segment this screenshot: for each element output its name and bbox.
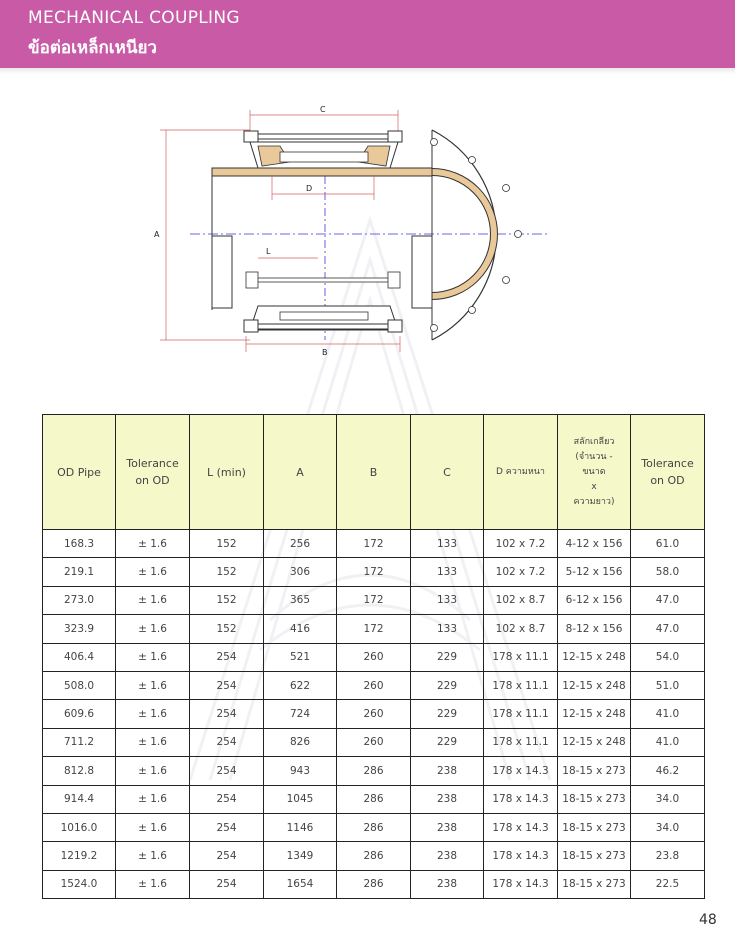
- table-row: [43, 700, 705, 728]
- cell-b: 286: [337, 757, 411, 785]
- cell-l-min: 254: [190, 728, 264, 756]
- cell-tolerance: ± 1.6: [116, 842, 190, 870]
- cell-tolerance: ± 1.6: [116, 700, 190, 728]
- title-english: MECHANICAL COUPLING: [28, 8, 240, 28]
- cell-tolerance: ± 1.6: [116, 615, 190, 643]
- cell-a: 521: [264, 643, 337, 671]
- header-tolerance-line1: Tolerance: [126, 457, 179, 470]
- cell-a: 943: [264, 757, 337, 785]
- cell-tolerance: ± 1.6: [116, 785, 190, 813]
- cell-a: 306: [264, 558, 337, 586]
- cell-c: 238: [411, 813, 484, 841]
- cell-l-min: 254: [190, 785, 264, 813]
- page-header: [0, 0, 735, 68]
- cell-d-thickness: 178 x 14.3: [484, 785, 558, 813]
- cell-b: 172: [337, 615, 411, 643]
- cell-l-min: 254: [190, 813, 264, 841]
- cell-d-thickness: 178 x 14.3: [484, 813, 558, 841]
- cell-c: 238: [411, 842, 484, 870]
- cell-d-thickness: 178 x 11.1: [484, 643, 558, 671]
- cell-c: 229: [411, 643, 484, 671]
- dim-a-label: A: [154, 230, 160, 239]
- cell-od-pipe: 168.3: [43, 530, 116, 558]
- header-tolerance2-line1: Tolerance: [641, 457, 694, 470]
- header-bolt: [558, 415, 631, 530]
- cell-c: 238: [411, 870, 484, 898]
- dim-d-label: D: [306, 184, 313, 193]
- header-tolerance-line2: on OD: [135, 474, 170, 487]
- header-tolerance-od: [116, 415, 190, 530]
- cell-bolt: 18-15 x 273: [558, 842, 631, 870]
- cell-b: 260: [337, 728, 411, 756]
- cell-d-thickness: 102 x 7.2: [484, 530, 558, 558]
- cell-od-pipe: 1219.2: [43, 842, 116, 870]
- cell-l-min: 152: [190, 558, 264, 586]
- cell-tolerance: ± 1.6: [116, 530, 190, 558]
- cell-od-pipe: 1524.0: [43, 870, 116, 898]
- cell-tolerance: ± 1.6: [116, 558, 190, 586]
- header-b: B: [337, 415, 411, 530]
- dim-l-label: L: [266, 247, 271, 256]
- cell-b: 260: [337, 671, 411, 699]
- cell-bolt: 18-15 x 273: [558, 785, 631, 813]
- header-c: C: [411, 415, 484, 530]
- table-row: [43, 615, 705, 643]
- cell-d-thickness: 178 x 14.3: [484, 757, 558, 785]
- cell-b: 260: [337, 643, 411, 671]
- cell-od-pipe: 1016.0: [43, 813, 116, 841]
- cell-bolt: 12-15 x 248: [558, 700, 631, 728]
- header-bolt-line4: x: [591, 481, 597, 492]
- table-row: [43, 785, 705, 813]
- cell-b: 172: [337, 586, 411, 614]
- cell-l-min: 254: [190, 757, 264, 785]
- cell-tolerance: ± 1.6: [116, 728, 190, 756]
- cell-tolerance: ± 1.6: [116, 870, 190, 898]
- cell-b: 286: [337, 842, 411, 870]
- header-shadow: [0, 68, 735, 74]
- cell-d-thickness: 178 x 11.1: [484, 728, 558, 756]
- cell-tolerance-2: 34.0: [631, 813, 705, 841]
- cell-c: 133: [411, 530, 484, 558]
- cell-a: 365: [264, 586, 337, 614]
- cell-tolerance-2: 41.0: [631, 728, 705, 756]
- cell-tolerance-2: 51.0: [631, 671, 705, 699]
- header-bolt-line5: ความยาว): [573, 496, 615, 507]
- header-tolerance-od-2: [631, 415, 705, 530]
- cell-tolerance: ± 1.6: [116, 813, 190, 841]
- coupling-drawing: [150, 100, 560, 370]
- cell-tolerance-2: 22.5: [631, 870, 705, 898]
- cell-od-pipe: 508.0: [43, 671, 116, 699]
- header-bolt-line1: สลักเกลียว: [573, 436, 615, 447]
- table-row: [43, 842, 705, 870]
- cell-tolerance: ± 1.6: [116, 586, 190, 614]
- dim-b-label: B: [322, 348, 328, 357]
- cell-d-thickness: 102 x 8.7: [484, 586, 558, 614]
- cell-d-thickness: 178 x 14.3: [484, 870, 558, 898]
- table-row: [43, 643, 705, 671]
- cell-od-pipe: 812.8: [43, 757, 116, 785]
- cell-bolt: 18-15 x 273: [558, 757, 631, 785]
- cell-l-min: 254: [190, 870, 264, 898]
- cell-b: 286: [337, 813, 411, 841]
- cell-c: 229: [411, 728, 484, 756]
- cell-tolerance-2: 61.0: [631, 530, 705, 558]
- cell-bolt: 8-12 x 156: [558, 615, 631, 643]
- cell-l-min: 254: [190, 842, 264, 870]
- cell-bolt: 4-12 x 156: [558, 530, 631, 558]
- cell-b: 260: [337, 700, 411, 728]
- cell-l-min: 152: [190, 530, 264, 558]
- cell-b: 286: [337, 870, 411, 898]
- cell-b: 172: [337, 530, 411, 558]
- cell-od-pipe: 273.0: [43, 586, 116, 614]
- header-tolerance2-line2: on OD: [650, 474, 685, 487]
- cell-a: 724: [264, 700, 337, 728]
- table-row: [43, 558, 705, 586]
- cell-od-pipe: 711.2: [43, 728, 116, 756]
- header-l-min: L (min): [190, 415, 264, 530]
- cell-l-min: 152: [190, 615, 264, 643]
- cell-od-pipe: 914.4: [43, 785, 116, 813]
- table-row: [43, 586, 705, 614]
- cell-c: 133: [411, 558, 484, 586]
- header-bolt-line3: ขนาด: [582, 466, 606, 477]
- cell-l-min: 254: [190, 700, 264, 728]
- cell-c: 238: [411, 757, 484, 785]
- cell-a: 1146: [264, 813, 337, 841]
- cell-tolerance-2: 47.0: [631, 615, 705, 643]
- cell-a: 1654: [264, 870, 337, 898]
- cell-tolerance-2: 46.2: [631, 757, 705, 785]
- cell-tolerance: ± 1.6: [116, 643, 190, 671]
- dim-c-label: C: [320, 105, 326, 114]
- cell-od-pipe: 219.1: [43, 558, 116, 586]
- cell-a: 826: [264, 728, 337, 756]
- cell-tolerance-2: 41.0: [631, 700, 705, 728]
- cell-tolerance-2: 58.0: [631, 558, 705, 586]
- cell-d-thickness: 178 x 11.1: [484, 671, 558, 699]
- spec-table: [42, 414, 705, 899]
- table-row: [43, 728, 705, 756]
- header-d-thickness: D ความหนา: [484, 415, 558, 530]
- cell-l-min: 254: [190, 671, 264, 699]
- cell-b: 172: [337, 558, 411, 586]
- cell-od-pipe: 323.9: [43, 615, 116, 643]
- cell-c: 133: [411, 615, 484, 643]
- cell-tolerance: ± 1.6: [116, 671, 190, 699]
- cell-bolt: 18-15 x 273: [558, 870, 631, 898]
- table-row: [43, 870, 705, 898]
- cell-tolerance-2: 23.8: [631, 842, 705, 870]
- cell-od-pipe: 406.4: [43, 643, 116, 671]
- cell-c: 229: [411, 700, 484, 728]
- title-thai: ข้อต่อเหล็กเหนียว: [28, 38, 157, 58]
- table-body: [43, 530, 705, 899]
- cell-tolerance-2: 47.0: [631, 586, 705, 614]
- cell-bolt: 5-12 x 156: [558, 558, 631, 586]
- cell-a: 622: [264, 671, 337, 699]
- cell-tolerance-2: 54.0: [631, 643, 705, 671]
- cell-bolt: 12-15 x 248: [558, 643, 631, 671]
- cell-l-min: 152: [190, 586, 264, 614]
- cell-d-thickness: 102 x 8.7: [484, 615, 558, 643]
- cell-c: 238: [411, 785, 484, 813]
- table-row: [43, 813, 705, 841]
- table-row: [43, 530, 705, 558]
- cell-tolerance: ± 1.6: [116, 757, 190, 785]
- cell-a: 256: [264, 530, 337, 558]
- cell-bolt: 6-12 x 156: [558, 586, 631, 614]
- cell-a: 1349: [264, 842, 337, 870]
- table-row: [43, 757, 705, 785]
- cell-tolerance-2: 34.0: [631, 785, 705, 813]
- page-number: 48: [699, 912, 717, 928]
- cell-bolt: 18-15 x 273: [558, 813, 631, 841]
- cell-c: 133: [411, 586, 484, 614]
- cell-l-min: 254: [190, 643, 264, 671]
- cell-a: 416: [264, 615, 337, 643]
- header-a: A: [264, 415, 337, 530]
- cell-bolt: 12-15 x 248: [558, 728, 631, 756]
- cell-od-pipe: 609.6: [43, 700, 116, 728]
- header-od-pipe: OD Pipe: [43, 415, 116, 530]
- table-row: [43, 671, 705, 699]
- cell-b: 286: [337, 785, 411, 813]
- header-bolt-line2: (จำนวน -: [575, 451, 613, 462]
- cell-d-thickness: 178 x 11.1: [484, 700, 558, 728]
- table-header-row: [43, 415, 705, 530]
- cell-a: 1045: [264, 785, 337, 813]
- cell-d-thickness: 178 x 14.3: [484, 842, 558, 870]
- cell-c: 229: [411, 671, 484, 699]
- cell-d-thickness: 102 x 7.2: [484, 558, 558, 586]
- cell-bolt: 12-15 x 248: [558, 671, 631, 699]
